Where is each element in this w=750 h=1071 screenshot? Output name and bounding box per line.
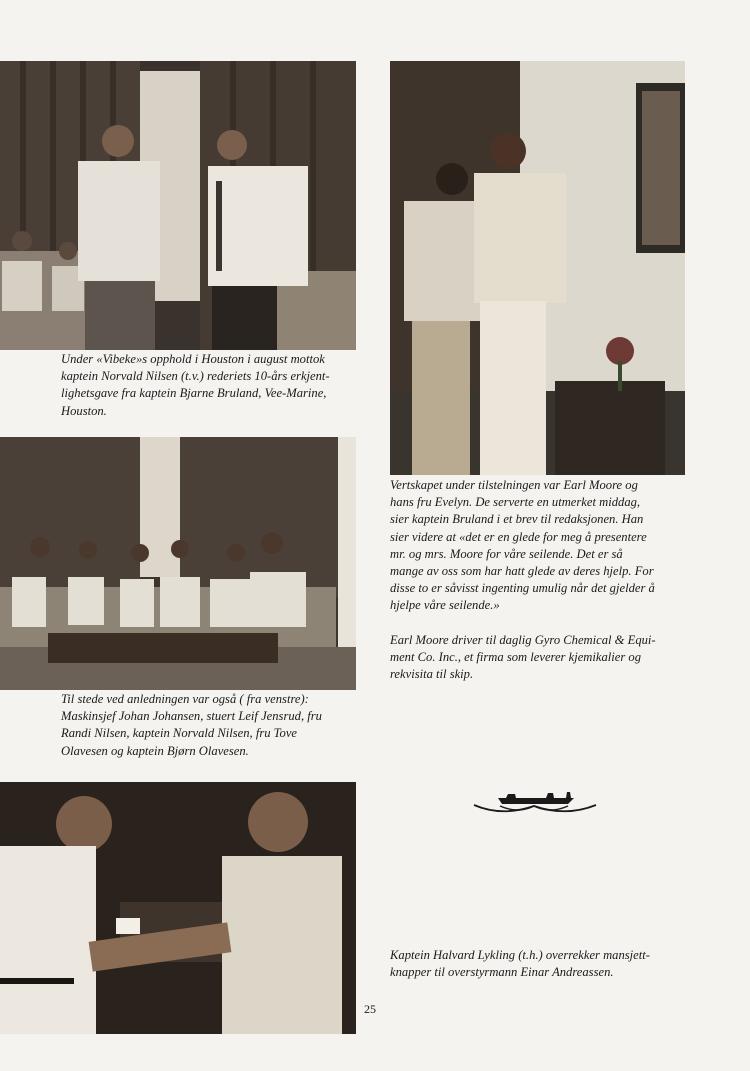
caption-photo-3: Til stede ved anledningen var også ( fra venstre): Maskinsjef Johan Johansen, stuert Leif Jensrud, fru Randi Nilsen, kaptein Norvald Nilsen, fru Tove Olavesen og kaptein Bjørn Olavesen. bbox=[61, 692, 322, 758]
ship-logo-icon bbox=[470, 784, 600, 816]
photo-cufflinks-presentation bbox=[0, 782, 356, 1034]
caption-photo-4: Kaptein Halvard Lykling (t.h.) overrekker mansjett- knapper til overstyrmann Einar Andreassen. bbox=[390, 948, 650, 980]
photo-handshake-living-room bbox=[0, 61, 356, 350]
photo-couple-standing bbox=[390, 61, 685, 475]
caption-photo-2: Vertskapet under tilstelningen var Earl Moore og hans fru Evelyn. De serverte en utmerket middag, sier kaptein Bruland i et brev til redaksjonen. Han sier videre at «det er en glede for meg å presentere mr. og mrs. Moore for våre seilende. Det er så mange av oss som har hatt glede av deres hjelp. For disse to er såvisst ingenting umulig når det gjelder å hjelpe våre seilende.» bbox=[390, 478, 655, 613]
caption-photo-1: Under «Vibeke»s opphold i Houston i august mottok kaptein Norvald Nilsen (t.v.) rederiets 10-års erkjent- lighetsgave fra kaptein Bjarne Bruland, Vee-Marine, Houston. bbox=[61, 352, 330, 418]
photo-group-seated bbox=[0, 437, 356, 690]
page-number: 25 bbox=[364, 1002, 376, 1016]
caption-photo-2-extra: Earl Moore driver til daglig Gyro Chemical & Equi- ment Co. Inc., et firma som leverer kjemikalier og rekvisita til skip. bbox=[390, 633, 656, 682]
